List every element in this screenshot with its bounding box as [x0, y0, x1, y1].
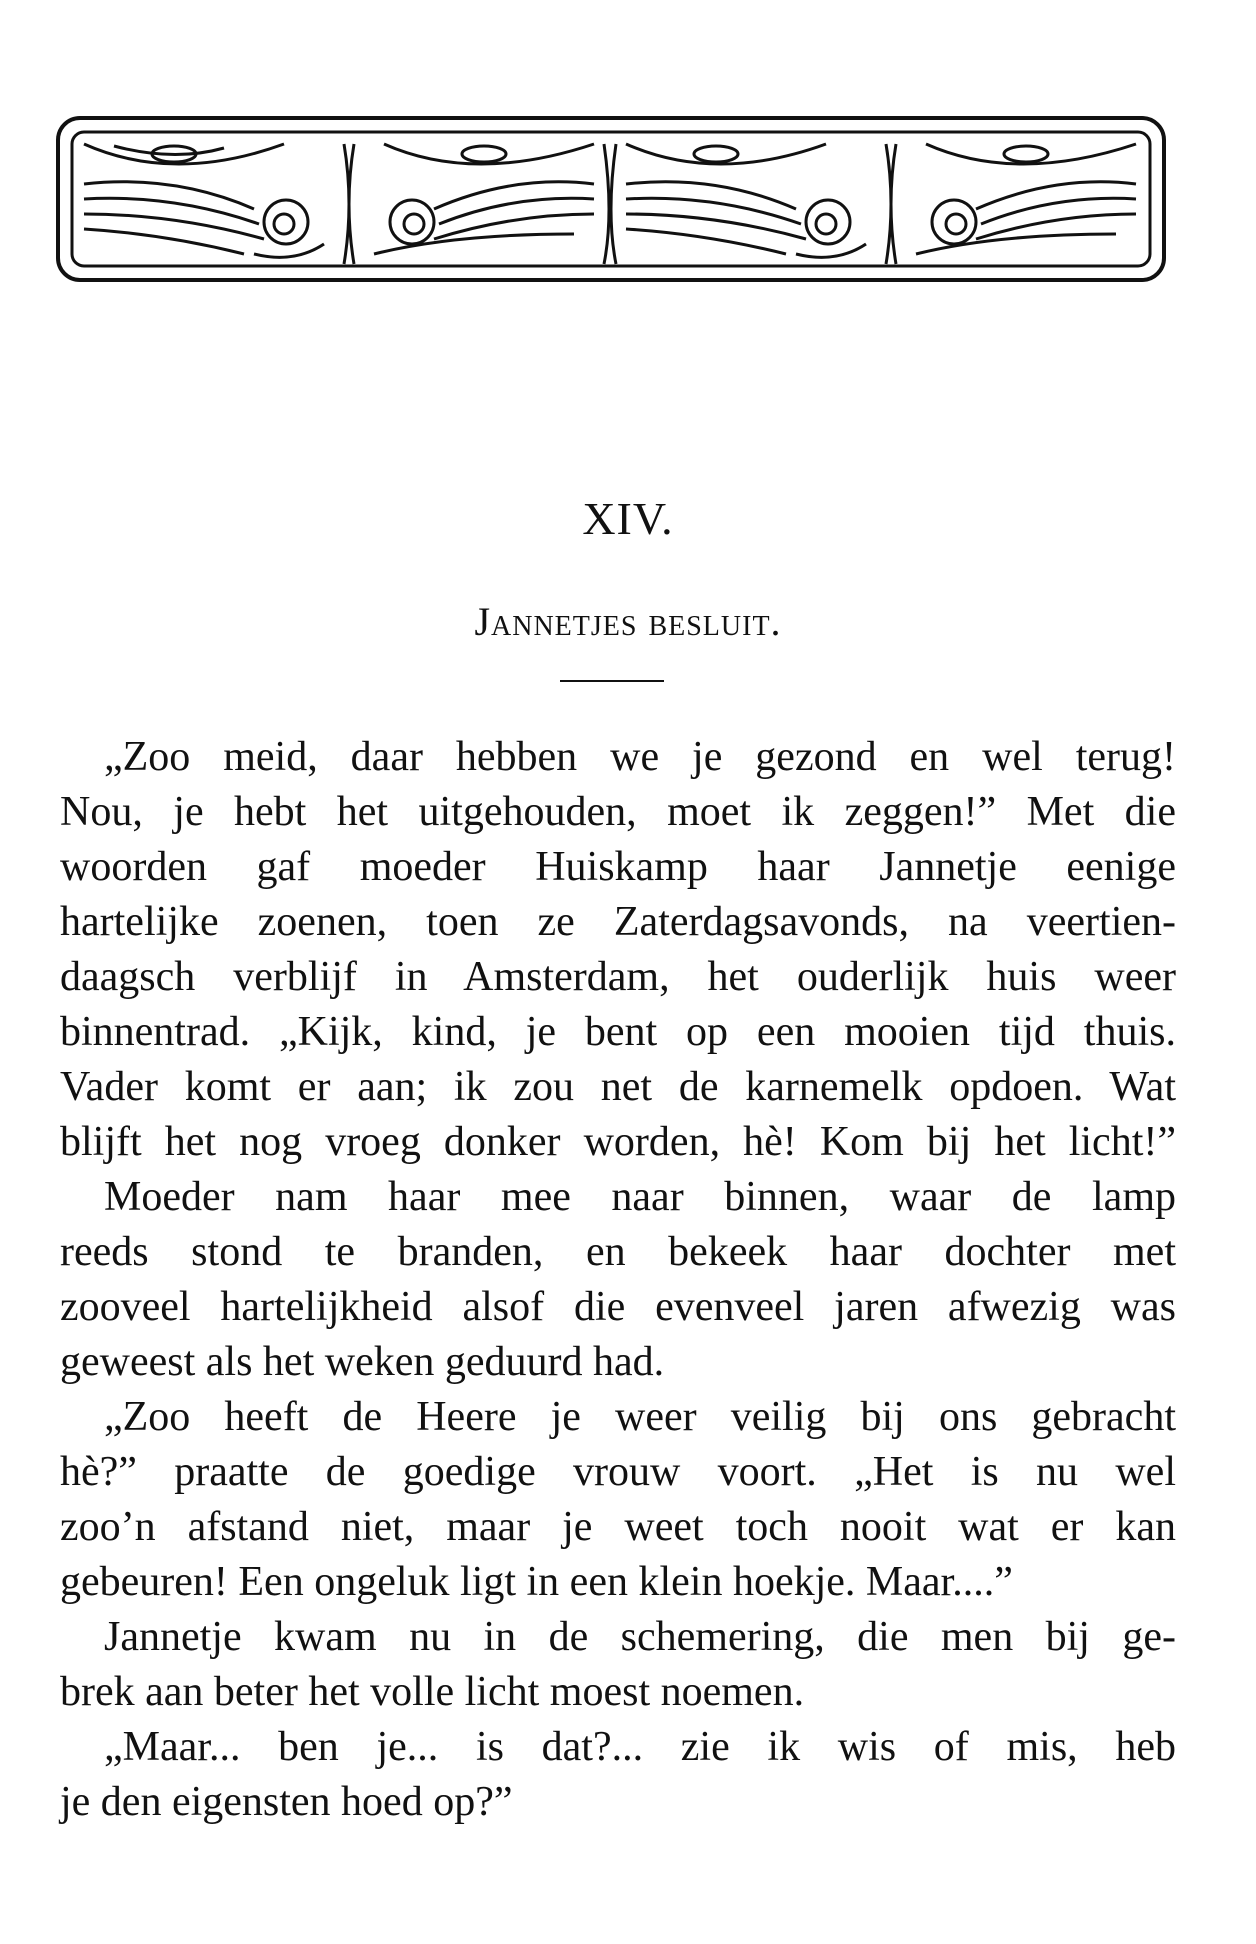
text-line: „Maar... ben je... is dat?... zie ik wis of mis, heb — [104, 1724, 1176, 1770]
text-line: binnentrad. „Kijk, kind, je bent op een mooien tijd thuis. — [60, 1009, 1176, 1055]
text-line: Vader komt er aan; ik zou net de karnemelk opdoen. Wat — [60, 1064, 1176, 1110]
text-line: woorden gaf moeder Huiskamp haar Jannetje eenige — [60, 844, 1176, 890]
text-line: zooveel hartelijkheid alsof die evenveel jaren afwezig was — [60, 1284, 1176, 1330]
art-nouveau-wave-border-icon — [54, 114, 1168, 284]
text-line: gebeuren! Een ongeluk ligt in een klein hoekje. Maar....” — [60, 1559, 1013, 1605]
chapter-title: Jannetjes besluit. — [474, 599, 782, 644]
text-line: reeds stond te branden, en bekeek haar dochter met — [60, 1229, 1176, 1275]
chapter-number: XIV. — [582, 493, 674, 544]
text-line: geweest als het weken geduurd had. — [60, 1339, 665, 1385]
text-line: hartelijke zoenen, toen ze Zaterdagsavonds, na veertien- — [60, 899, 1176, 945]
text-line: „Zoo meid, daar hebben we je gezond en wel terug! — [104, 734, 1176, 780]
text-line: zoo’n afstand niet, maar je weet toch nooit wat er kan — [60, 1504, 1176, 1550]
text-line: brek aan beter het volle licht moest noemen. — [60, 1669, 805, 1715]
title-divider — [560, 680, 664, 682]
text-line: je den eigensten hoed op?” — [60, 1779, 513, 1825]
text-line: blijft het nog vroeg donker worden, hè! Kom bij het licht!” — [60, 1119, 1176, 1165]
text-line: hè?” praatte de goedige vrouw voort. „Het is nu wel — [60, 1449, 1176, 1495]
text-line: daagsch verblijf in Amsterdam, het ouderlijk huis weer — [60, 954, 1176, 1000]
text-line: „Zoo heeft de Heere je weer veilig bij ons gebracht — [104, 1394, 1176, 1440]
text-line: Nou, je hebt het uitgehouden, moet ik zeggen!” Met die — [60, 789, 1176, 835]
text-line: Jannetje kwam nu in de schemering, die men bij ge- — [104, 1614, 1176, 1660]
text-line: Moeder nam haar mee naar binnen, waar de lamp — [104, 1174, 1176, 1220]
body-text — [60, 730, 1176, 1830]
